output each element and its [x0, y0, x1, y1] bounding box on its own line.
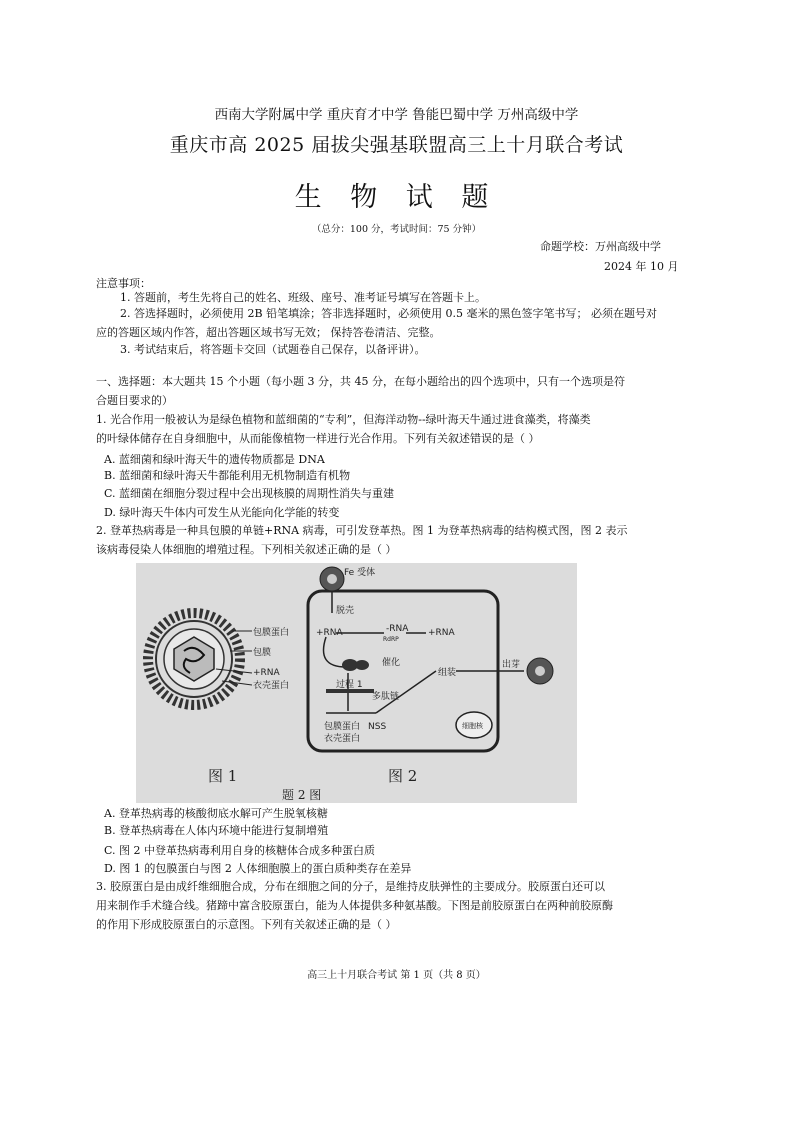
fig2-label: +RNA [428, 628, 455, 638]
fig2-label: 多肽链 [372, 692, 400, 702]
fig2-label: 脱壳 [336, 606, 355, 616]
school-names: 西南大学附属中学 重庆育才中学 鲁能巴蜀中学 万州高级中学 [214, 107, 579, 123]
proposer: 命题学校：万州高级中学 [540, 240, 661, 253]
fig2-label: 过程 1 [336, 680, 363, 690]
fig1-label: +RNA [253, 668, 280, 678]
notes-heading: 注意事项： [96, 277, 151, 290]
option-d: D. 绿叶海天牛体内可发生从光能向化学能的转变 [104, 506, 340, 519]
page-footer: 高三上十月联合考试 第 1 页（共 8 页） [307, 970, 486, 981]
figure-caption: 题 2 图 [282, 788, 322, 802]
figure-diagram [136, 563, 577, 803]
option-c: C. 图 2 中登革热病毒利用自身的核糖体合成多种蛋白质 [104, 844, 376, 857]
option-b: B. 登革热病毒在人体内环境中能进行复制增殖 [104, 824, 329, 837]
fig2-label: 衣壳蛋白 [324, 734, 361, 744]
note-item: 应的答题区域内作答，超出答题区域书写无效； 保持答卷清洁、完整。 [96, 326, 441, 339]
fig1-label: 衣壳蛋白 [253, 681, 290, 691]
question-stem: 该病毒侵染人体细胞的增殖过程。下列相关叙述正确的是（ ） [96, 543, 397, 556]
question-stem: 3. 胶原蛋白是由成纤维细胞合成，分布在细胞之间的分子，是维持皮肤弹性的主要成分。胶原蛋白还可以 [96, 880, 605, 893]
note-item: 1. 答题前，考生先将自己的姓名、班级、座号、准考证号填写在答题卡上。 [120, 291, 486, 304]
section-heading: 一、选择题：本大题共 15 个小题（每小题 3 分，共 45 分，在每小题给出的四个选项中，只有一个选项是符 [96, 375, 625, 388]
option-a: A. 蓝细菌和绿叶海天牛的遗传物质都是 DNA [104, 453, 325, 466]
option-c: C. 蓝细菌在细胞分裂过程中会出现核膜的周期性消失与重建 [104, 487, 395, 500]
fig2-label: RdRP [383, 636, 399, 643]
fig2-caption: 图 2 [388, 767, 418, 785]
question-stem: 的叶绿体储存在自身细胞中，从而能像植物一样进行光合作用。下列有关叙述错误的是（ ） [96, 432, 540, 445]
fig2-label: 细胞核 [462, 722, 483, 730]
fig2-label: Fe 受体 [344, 568, 376, 578]
question-stem: 的作用下形成胶原蛋白的示意图。下列有关叙述正确的是（ ） [96, 918, 397, 931]
fig2-label: +RNA [316, 628, 343, 638]
fig1-caption: 图 1 [208, 767, 238, 785]
figure-q2 [136, 563, 577, 803]
note-item: 2. 答选择题时，必须使用 2B 铅笔填涂；答非选择题时，必须使用 0.5 毫米的黑色签字笔书写； 必须在题号对 [120, 307, 658, 320]
question-stem: 1. 光合作用一般被认为是绿色植物和蓝细菌的“专利”，但海洋动物--绿叶海天牛通过进食藻类，将藻类 [96, 413, 591, 426]
virus-structure [148, 613, 252, 705]
exam-date: 2024 年 10 月 [604, 260, 679, 273]
exam-title: 重庆市高 2025 届拔尖强基联盟高三上十月联合考试 [169, 134, 624, 156]
question-stem: 2. 登革热病毒是一种具包膜的单链+RNA 病毒，可引发登革热。图 1 为登革热病毒的结构模式图，图 2 表示 [96, 524, 628, 537]
fig1-label: 包膜 [253, 648, 272, 658]
fig2-label: 出芽 [502, 660, 521, 670]
option-d: D. 图 1 的包膜蛋白与图 2 人体细胞膜上的蛋白质种类存在差异 [104, 862, 412, 875]
fig2-label: 包膜蛋白 [324, 722, 361, 732]
subject-title: 生 物 试 题 [294, 182, 499, 213]
fig2-label: NSS [368, 722, 387, 732]
question-stem: 用来制作手术缝合线。猪蹄中富含胶原蛋白，能为人体提供多种氨基酸。下图是前胶原蛋白在两种前胶原酶 [96, 899, 613, 912]
section-heading: 合题目要求的） [96, 394, 173, 407]
fig2-label: 组装 [438, 668, 457, 678]
fig2-label: 催化 [382, 658, 401, 668]
note-item: 3. 考试结束后，将答题卡交回（试题卷自己保存，以备评讲）。 [120, 343, 426, 356]
fig1-label: 包膜蛋白 [253, 628, 290, 638]
score-info: （总分：100 分，考试时间：75 分钟） [311, 224, 482, 235]
option-b: B. 蓝细菌和绿叶海天牛都能利用无机物制造有机物 [104, 469, 351, 482]
fig2-label: -RNA [386, 624, 409, 634]
option-a: A. 登革热病毒的核酸彻底水解可产生脱氧核糖 [104, 807, 328, 820]
